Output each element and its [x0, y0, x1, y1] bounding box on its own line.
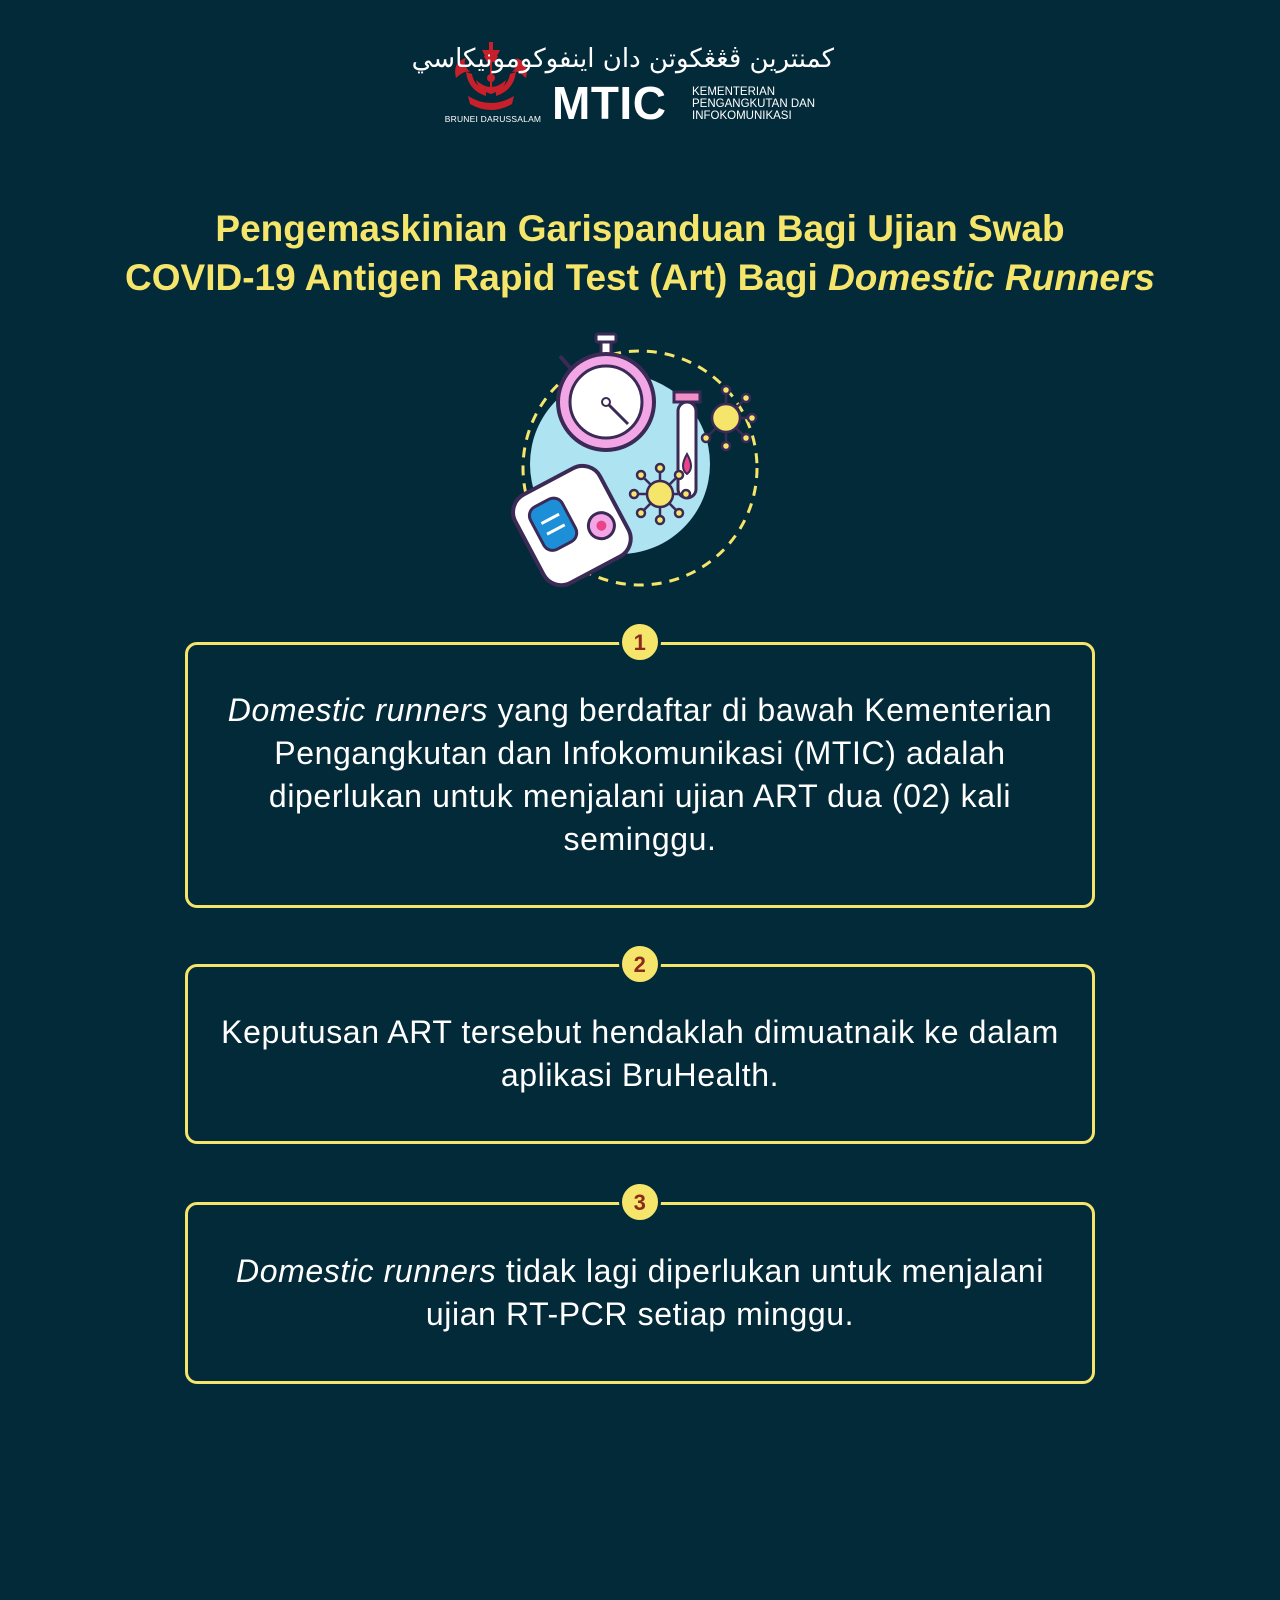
page-title: [0, 204, 1280, 302]
step-number-badge: 1: [619, 621, 661, 663]
guideline-text: [188, 1250, 1092, 1336]
guideline-italic-lead: Domestic runners: [236, 1253, 497, 1289]
ministry-name: [692, 86, 815, 122]
title-line-2: [0, 253, 1280, 302]
title-line-2-plain: COVID-19 Antigen Rapid Test (Art) Bagi: [125, 257, 829, 298]
guideline-body: tidak lagi diperlukan untuk menjalani ujian RT-PCR setiap minggu.: [425, 1253, 1044, 1332]
guideline-card-3: [185, 1189, 1095, 1384]
ministry-line: INFOKOMUNIKASI: [692, 110, 792, 122]
title-line-1: Pengemaskinian Garispanduan Bagi Ujian Swab: [215, 208, 1065, 249]
step-number-badge: 3: [619, 1181, 661, 1223]
guideline-italic-lead: Domestic runners: [227, 692, 489, 728]
rapid-test-timer-virus-illustration-icon: [500, 326, 780, 588]
mtic-logo-text: MTIC: [552, 77, 667, 129]
country-caption: BRUNEI DARUSSALAM: [444, 114, 542, 124]
step-number-badge: 2: [619, 943, 661, 985]
ministry-line: KEMENTERIAN: [692, 86, 776, 98]
guideline-text: [188, 689, 1092, 861]
guideline-body: Keputusan ART tersebut hendaklah dimuatnaik ke dalam aplikasi BruHealth.: [221, 1014, 1059, 1093]
guideline-card-1: [185, 629, 1095, 908]
ministry-jawi-name: كمنترين ڤڠڠكوتن دان اينفوكومونيكاسي: [411, 44, 834, 74]
header: [0, 38, 1280, 128]
title-line-2-italic: Domestic Runners: [828, 257, 1155, 298]
guideline-card-2: [185, 951, 1095, 1144]
guideline-body: yang berdaftar di bawah Kementerian Pengangkutan dan Infokomunikasi (MTIC) adalah diperlukan untuk menjalani ujian ART dua (02) kali seminggu.: [268, 692, 1053, 857]
guideline-text: [188, 1011, 1092, 1097]
ministry-line: PENGANGKUTAN DAN: [692, 98, 816, 110]
